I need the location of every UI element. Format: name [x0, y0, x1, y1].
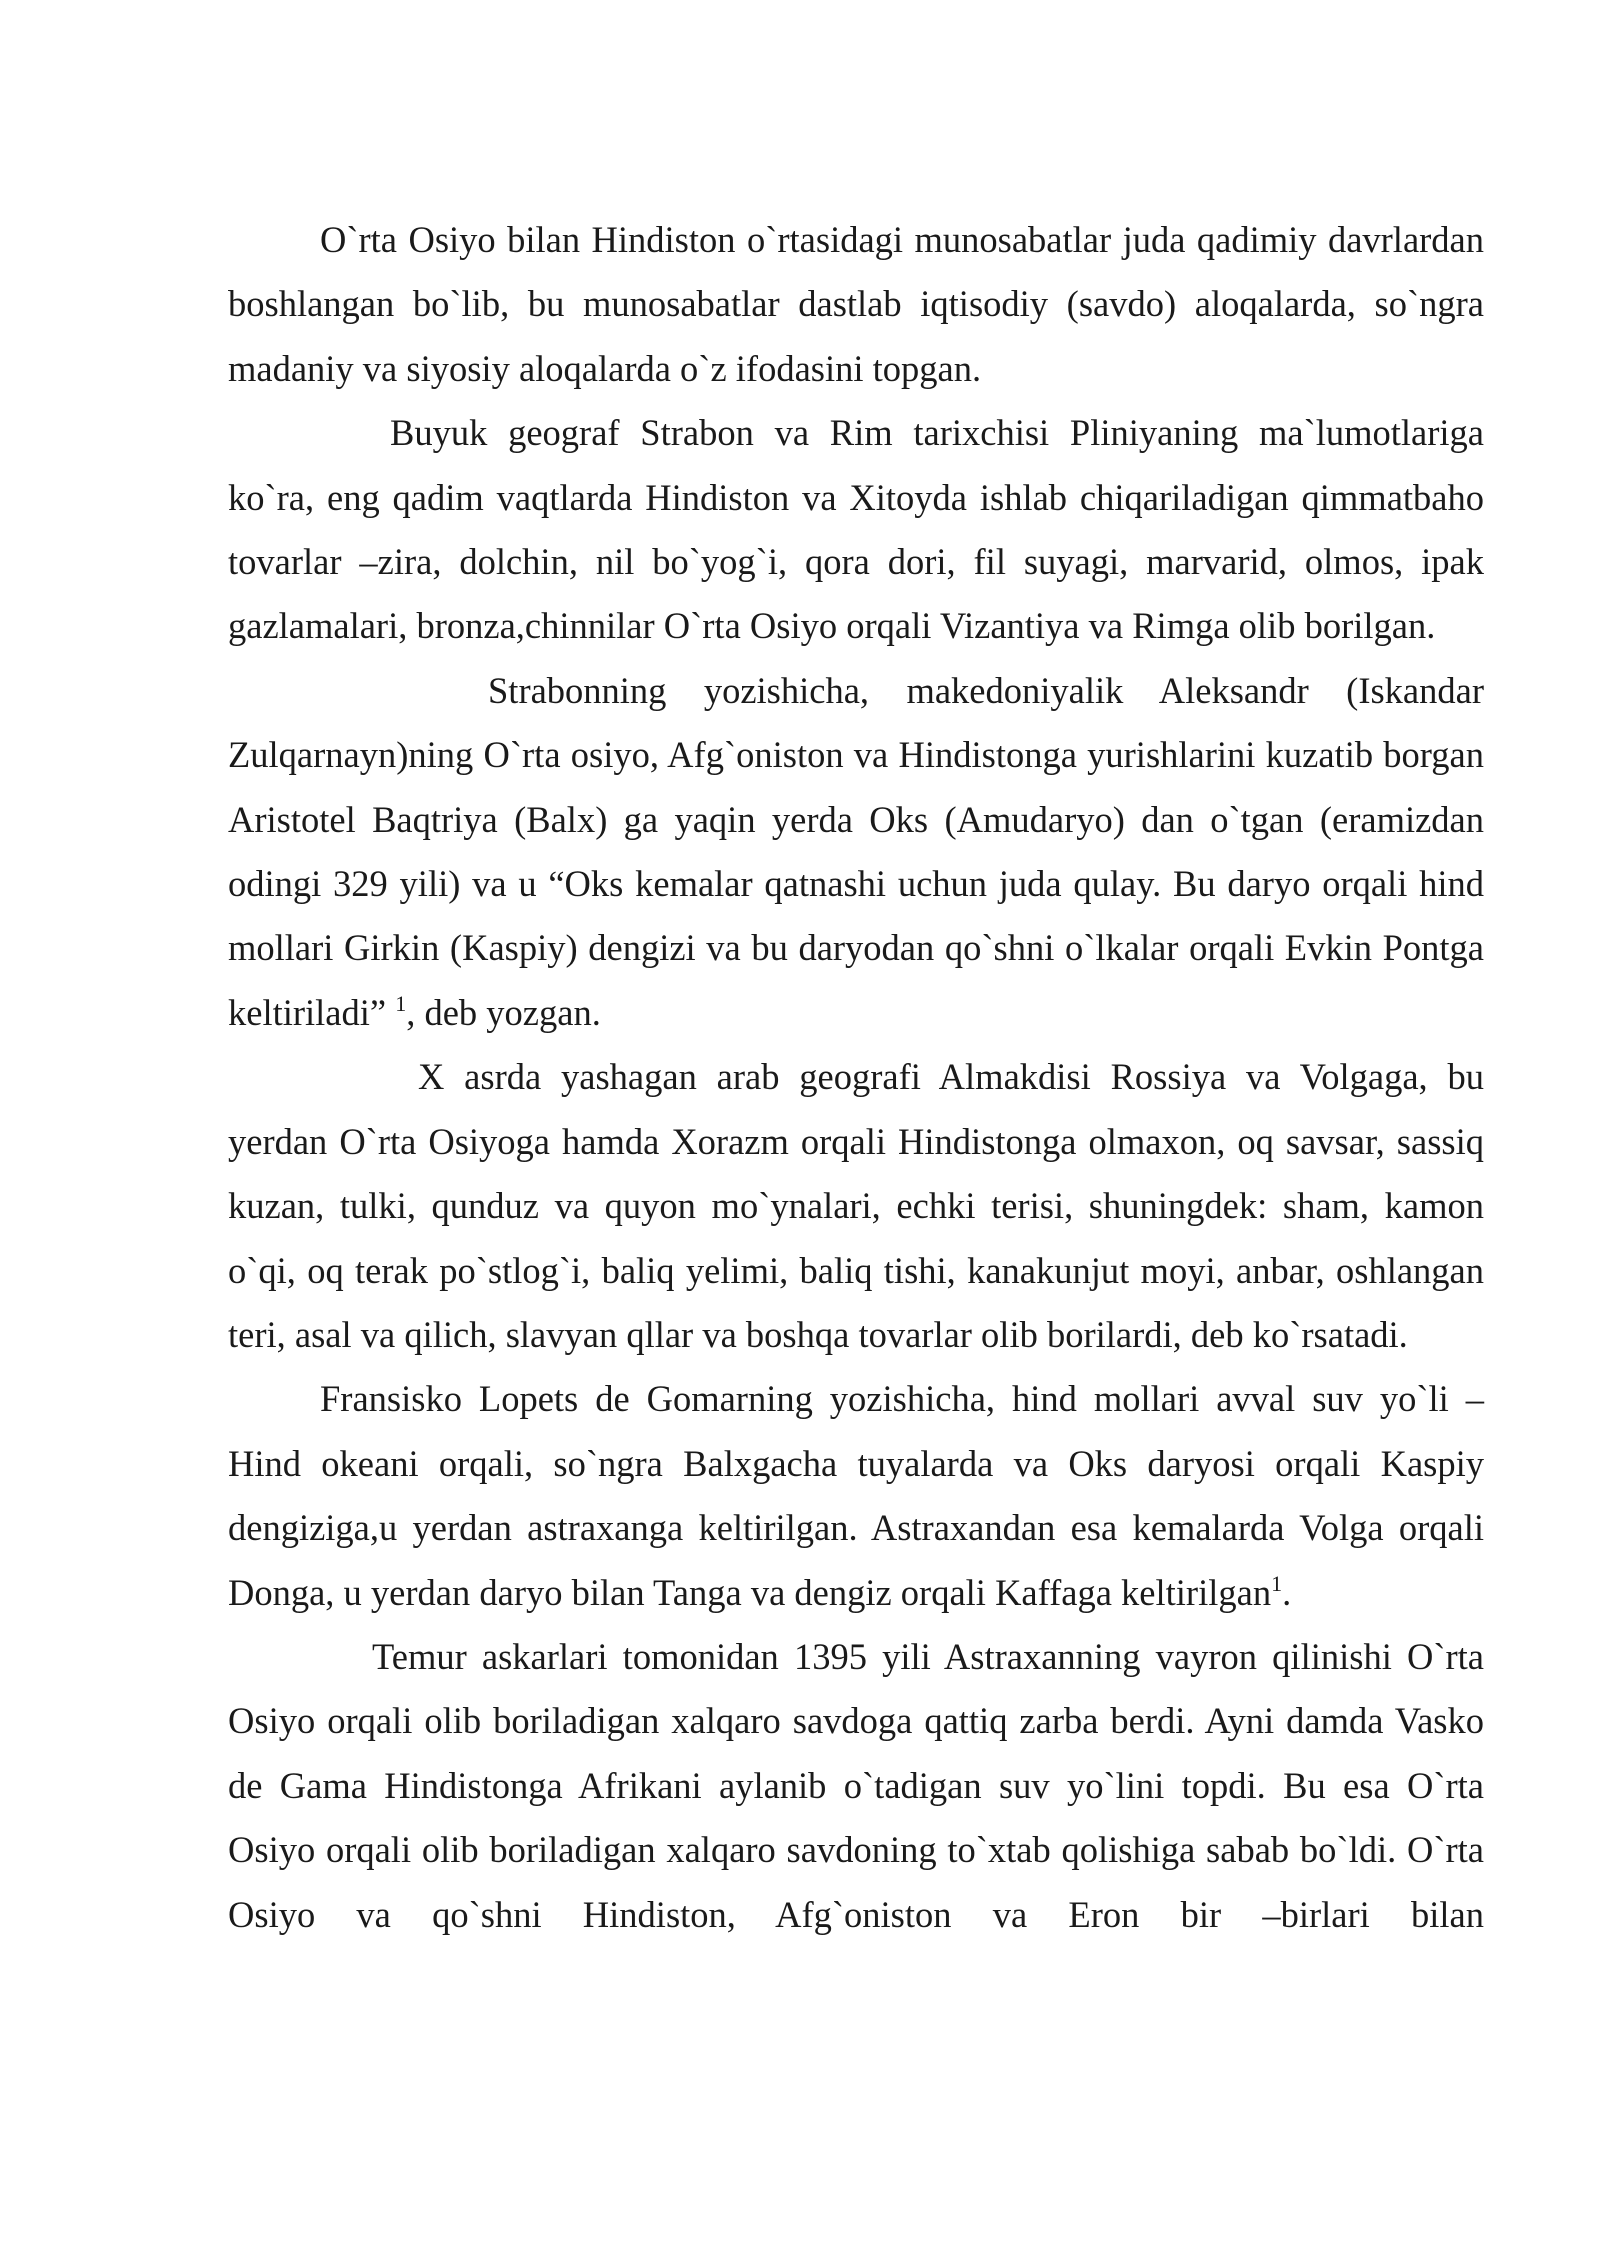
paragraph-3-text-end: , deb yozgan.: [406, 991, 601, 1033]
paragraph-3-text: Strabonning yozishicha, makedoniyalik Aleksandr (Iskandar Zulqarnayn)ning O`rta osiyo, Afg`oniston va Hindistonga yurishlarini kuzatib borgan Aristotel Baqtriya (Balx) ga yaqin yerda Oks (Amudaryo) dan o`tgan (eramizdan odingi 329 yili) va u “Oks kemalar qatnashi uchun juda qulay. Bu daryo orqali hind mollari Girkin (Kaspiy) dengizi va bu daryodan qo`shni o`lkalar orqali Evkin Pontga keltiriladi”: [228, 669, 1484, 1033]
paragraph-5-text: Fransisko Lopets de Gomarning yozishicha, hind mollari avval suv yo`li – Hind okeani orqali, so`ngra Balxgacha tuyalarda va Oks daryosi orqali Kaspiy dengiziga,u yerdan astraxanga keltirilgan. Astraxandan esa kemalarda Volga orqali Donga, u yerdan daryo bilan Tanga va dengiz orqali Kaffaga keltirilgan: [228, 1378, 1484, 1613]
paragraph-6-text: Temur askarlari tomonidan 1395 yili Astraxanning vayron qilinishi O`rta Osiyo orqali olib boriladigan xalqaro savdoga qattiq zarba berdi. Ayni damda Vasko de Gama Hindistonga Afrikani aylanib o`tadigan suv yo`lini topdi. Bu esa O`rta Osiyo orqali olib boriladigan xalqaro savdoning to`xtab qolishiga sabab bo`ldi. O`rta Osiyo va qo`shni Hindiston, Afg`oniston va Eron bir –birlari bilan: [228, 1635, 1484, 1935]
paragraph-6: [228, 1625, 1484, 1947]
paragraph-1: [228, 208, 1484, 401]
footnote-marker: 1: [1271, 1570, 1283, 1596]
paragraph-4-text: X asrda yashagan arab geografi Almakdisi Rossiya va Volgaga, bu yerdan O`rta Osiyoga hamda Xorazm orqali Hindistonga olmaxon, oq savsar, sassiq kuzan, tulki, qunduz va quyon mo`ynalari, echki terisi, shuningdek: sham, kamon o`qi, oq terak po`stlog`i, baliq yelimi, baliq tishi, kanakunjut moyi, anbar, oshlangan teri, asal va qilich, slavyan qllar va boshqa tovarlar olib borilardi, deb ko`rsatadi.: [228, 1056, 1484, 1355]
paragraph-2-text: Buyuk geograf Strabon va Rim tarixchisi Pliniyaning ma`lumotlariga ko`ra, eng qadim vaqtlarda Hindiston va Xitoyda ishlab chiqariladigan qimmatbaho tovarlar –zira, dolchin, nil bo`yog`i, qora dori, fil suyagi, marvarid, olmos, ipak gazlamalari, bronza,chinnilar O`rta Osiyo orqali Vizantiya va Rimga olib borilgan.: [228, 412, 1484, 647]
paragraph-2: [228, 401, 1484, 659]
footnote-marker: 1: [395, 990, 407, 1016]
document-body: [228, 208, 1484, 1947]
paragraph-1-text: O`rta Osiyo bilan Hindiston o`rtasidagi munosabatlar juda qadimiy davrlardan boshlangan bo`lib, bu munosabatlar dastlab iqtisodiy (savdo) aloqalarda, so`ngra madaniy va siyosiy aloqalarda o`z ifodasini topgan.: [228, 219, 1484, 389]
paragraph-3: [228, 659, 1484, 1045]
paragraph-4: [228, 1045, 1484, 1367]
paragraph-5: [228, 1367, 1484, 1625]
paragraph-5-text-end: .: [1282, 1571, 1292, 1613]
